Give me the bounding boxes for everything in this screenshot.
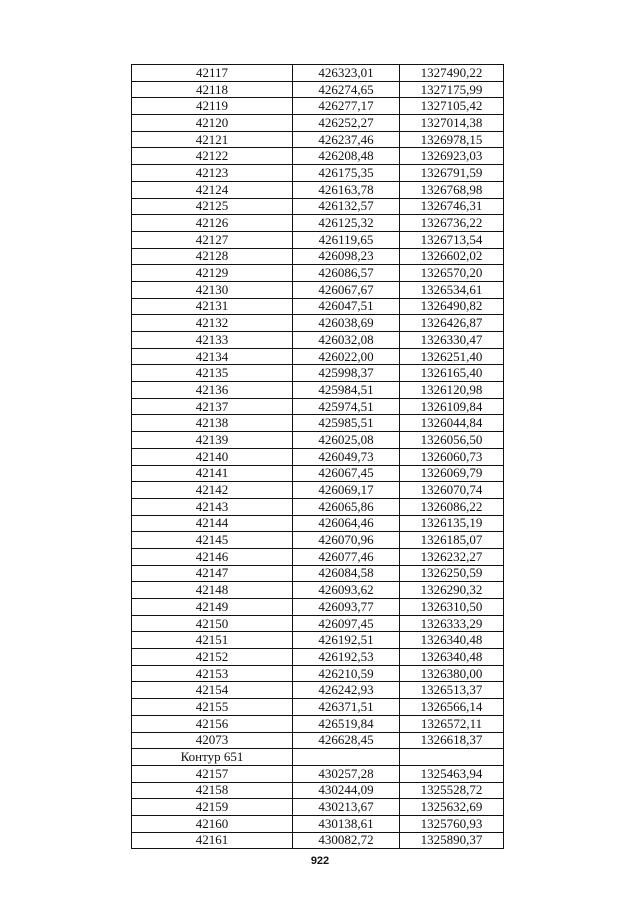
table-row	[132, 165, 504, 182]
y-coordinate-cell: 1325463,94	[400, 765, 504, 782]
table-row	[132, 782, 504, 799]
table-row	[132, 115, 504, 132]
coordinates-table	[131, 64, 504, 849]
y-coordinate-cell: 1326602,02	[400, 248, 504, 265]
y-coordinate-cell: 1327014,38	[400, 115, 504, 132]
y-coordinate-cell: 1326109,84	[400, 398, 504, 415]
point-id-cell: 42156	[132, 715, 293, 732]
table-row	[132, 832, 504, 849]
point-id-cell: 42153	[132, 665, 293, 682]
table-row	[132, 732, 504, 749]
table-row	[132, 615, 504, 632]
point-id-cell: 42119	[132, 98, 293, 115]
table-row	[132, 715, 504, 732]
x-coordinate-cell: 426032,08	[293, 332, 400, 349]
x-coordinate-cell: 426022,00	[293, 348, 400, 365]
y-coordinate-cell: 1325760,93	[400, 815, 504, 832]
point-id-cell: 42125	[132, 198, 293, 215]
x-coordinate-cell: 426084,58	[293, 565, 400, 582]
point-id-cell: 42154	[132, 682, 293, 699]
y-coordinate-cell: 1326044,84	[400, 415, 504, 432]
y-coordinate-cell: 1326251,40	[400, 348, 504, 365]
table-row	[132, 498, 504, 515]
y-coordinate-cell: 1326056,50	[400, 432, 504, 449]
y-coordinate-cell: 1326923,03	[400, 148, 504, 165]
table-row	[132, 181, 504, 198]
point-id-cell: 42152	[132, 649, 293, 666]
y-coordinate-cell: 1326330,47	[400, 332, 504, 349]
table-row	[132, 98, 504, 115]
y-coordinate-cell: 1326310,50	[400, 599, 504, 616]
table-row	[132, 298, 504, 315]
x-coordinate-cell: 426163,78	[293, 181, 400, 198]
x-coordinate-cell: 426098,23	[293, 248, 400, 265]
x-coordinate-cell: 426077,46	[293, 548, 400, 565]
table-row	[132, 398, 504, 415]
x-coordinate-cell: 426064,46	[293, 515, 400, 532]
x-coordinate-cell: 426069,17	[293, 482, 400, 499]
table-row	[132, 582, 504, 599]
y-coordinate-cell: 1326513,37	[400, 682, 504, 699]
table-row	[132, 532, 504, 549]
table-row	[132, 632, 504, 649]
coordinates-table-body	[132, 65, 504, 849]
x-coordinate-cell: 426067,67	[293, 281, 400, 298]
y-coordinate-cell: 1326250,59	[400, 565, 504, 582]
point-id-cell: 42155	[132, 699, 293, 716]
y-coordinate-cell: 1326070,74	[400, 482, 504, 499]
x-coordinate-cell: 426119,65	[293, 231, 400, 248]
point-id-cell: 42147	[132, 565, 293, 582]
point-id-cell: 42158	[132, 782, 293, 799]
point-id-cell: 42146	[132, 548, 293, 565]
table-row	[132, 432, 504, 449]
table-row	[132, 281, 504, 298]
table-row	[132, 248, 504, 265]
table-row	[132, 548, 504, 565]
point-id-cell: 42134	[132, 348, 293, 365]
y-coordinate-cell: 1326746,31	[400, 198, 504, 215]
table-row	[132, 315, 504, 332]
x-coordinate-cell: 426242,93	[293, 682, 400, 699]
x-coordinate-cell: 426065,86	[293, 498, 400, 515]
table-row	[132, 699, 504, 716]
table-row	[132, 749, 504, 766]
x-coordinate-cell: 426519,84	[293, 715, 400, 732]
point-id-cell: 42150	[132, 615, 293, 632]
point-id-cell: 42148	[132, 582, 293, 599]
x-coordinate-cell: 426038,69	[293, 315, 400, 332]
table-row	[132, 565, 504, 582]
x-coordinate-cell: 426277,17	[293, 98, 400, 115]
point-id-cell: 42161	[132, 832, 293, 849]
table-row	[132, 682, 504, 699]
table-row	[132, 665, 504, 682]
x-coordinate-cell: 430257,28	[293, 765, 400, 782]
point-id-cell: 42142	[132, 482, 293, 499]
point-id-cell: 42132	[132, 315, 293, 332]
x-coordinate-cell	[293, 749, 400, 766]
y-coordinate-cell: 1326490,82	[400, 298, 504, 315]
x-coordinate-cell: 426208,48	[293, 148, 400, 165]
y-coordinate-cell: 1326135,19	[400, 515, 504, 532]
y-coordinate-cell: 1326566,14	[400, 699, 504, 716]
x-coordinate-cell: 426132,57	[293, 198, 400, 215]
y-coordinate-cell: 1326978,15	[400, 131, 504, 148]
table-row	[132, 382, 504, 399]
y-coordinate-cell: 1326570,20	[400, 265, 504, 282]
table-row	[132, 599, 504, 616]
point-id-cell: 42073	[132, 732, 293, 749]
point-id-cell: 42126	[132, 215, 293, 232]
point-id-cell: 42140	[132, 448, 293, 465]
table-row	[132, 415, 504, 432]
x-coordinate-cell: 426067,45	[293, 465, 400, 482]
point-id-cell: 42141	[132, 465, 293, 482]
x-coordinate-cell: 430244,09	[293, 782, 400, 799]
y-coordinate-cell: 1326165,40	[400, 365, 504, 382]
table-row	[132, 131, 504, 148]
y-coordinate-cell: 1325632,69	[400, 799, 504, 816]
x-coordinate-cell: 426049,73	[293, 448, 400, 465]
table-row	[132, 465, 504, 482]
y-coordinate-cell: 1326426,87	[400, 315, 504, 332]
point-id-cell: 42133	[132, 332, 293, 349]
x-coordinate-cell: 426093,77	[293, 599, 400, 616]
table-row	[132, 515, 504, 532]
x-coordinate-cell: 430082,72	[293, 832, 400, 849]
table-row	[132, 448, 504, 465]
point-id-cell: 42123	[132, 165, 293, 182]
table-row	[132, 799, 504, 816]
y-coordinate-cell: 1326768,98	[400, 181, 504, 198]
y-coordinate-cell: 1326060,73	[400, 448, 504, 465]
point-id-cell: 42160	[132, 815, 293, 832]
y-coordinate-cell: 1327175,99	[400, 81, 504, 98]
point-id-cell: 42159	[132, 799, 293, 816]
point-id-cell: 42118	[132, 81, 293, 98]
table-row	[132, 148, 504, 165]
point-id-cell: 42124	[132, 181, 293, 198]
point-id-cell: 42128	[132, 248, 293, 265]
x-coordinate-cell: 425998,37	[293, 365, 400, 382]
x-coordinate-cell: 426086,57	[293, 265, 400, 282]
table-row	[132, 81, 504, 98]
table-row	[132, 815, 504, 832]
x-coordinate-cell: 430138,61	[293, 815, 400, 832]
x-coordinate-cell: 426175,35	[293, 165, 400, 182]
table-row	[132, 348, 504, 365]
x-coordinate-cell: 426252,27	[293, 115, 400, 132]
x-coordinate-cell: 426192,51	[293, 632, 400, 649]
point-id-cell: Контур 651	[132, 749, 293, 766]
y-coordinate-cell: 1326069,79	[400, 465, 504, 482]
x-coordinate-cell: 425985,51	[293, 415, 400, 432]
y-coordinate-cell: 1326185,07	[400, 532, 504, 549]
y-coordinate-cell: 1325528,72	[400, 782, 504, 799]
table-row	[132, 332, 504, 349]
x-coordinate-cell: 426323,01	[293, 65, 400, 82]
x-coordinate-cell: 426025,08	[293, 432, 400, 449]
x-coordinate-cell: 426070,96	[293, 532, 400, 549]
y-coordinate-cell: 1326290,32	[400, 582, 504, 599]
point-id-cell: 42130	[132, 281, 293, 298]
point-id-cell: 42138	[132, 415, 293, 432]
y-coordinate-cell: 1326791,59	[400, 165, 504, 182]
x-coordinate-cell: 426237,46	[293, 131, 400, 148]
y-coordinate-cell: 1326232,27	[400, 548, 504, 565]
x-coordinate-cell: 426274,65	[293, 81, 400, 98]
y-coordinate-cell: 1326086,22	[400, 498, 504, 515]
table-row	[132, 765, 504, 782]
table-row	[132, 198, 504, 215]
point-id-cell: 42144	[132, 515, 293, 532]
y-coordinate-cell: 1326572,11	[400, 715, 504, 732]
point-id-cell: 42131	[132, 298, 293, 315]
y-coordinate-cell: 1326340,48	[400, 632, 504, 649]
y-coordinate-cell: 1326380,00	[400, 665, 504, 682]
point-id-cell: 42135	[132, 365, 293, 382]
x-coordinate-cell: 426125,32	[293, 215, 400, 232]
y-coordinate-cell: 1326534,61	[400, 281, 504, 298]
table-row	[132, 265, 504, 282]
table-row	[132, 215, 504, 232]
x-coordinate-cell: 425974,51	[293, 398, 400, 415]
x-coordinate-cell: 426093,62	[293, 582, 400, 599]
table-row	[132, 365, 504, 382]
y-coordinate-cell: 1327105,42	[400, 98, 504, 115]
table-row	[132, 482, 504, 499]
point-id-cell: 42143	[132, 498, 293, 515]
table-row	[132, 649, 504, 666]
point-id-cell: 42145	[132, 532, 293, 549]
y-coordinate-cell: 1326120,98	[400, 382, 504, 399]
x-coordinate-cell: 426371,51	[293, 699, 400, 716]
x-coordinate-cell: 426047,51	[293, 298, 400, 315]
y-coordinate-cell: 1326333,29	[400, 615, 504, 632]
y-coordinate-cell: 1326340,48	[400, 649, 504, 666]
y-coordinate-cell: 1326736,22	[400, 215, 504, 232]
y-coordinate-cell: 1326713,54	[400, 231, 504, 248]
point-id-cell: 42139	[132, 432, 293, 449]
y-coordinate-cell	[400, 749, 504, 766]
point-id-cell: 42121	[132, 131, 293, 148]
x-coordinate-cell: 430213,67	[293, 799, 400, 816]
point-id-cell: 42122	[132, 148, 293, 165]
point-id-cell: 42136	[132, 382, 293, 399]
point-id-cell: 42120	[132, 115, 293, 132]
table-row	[132, 231, 504, 248]
point-id-cell: 42127	[132, 231, 293, 248]
point-id-cell: 42149	[132, 599, 293, 616]
point-id-cell: 42151	[132, 632, 293, 649]
x-coordinate-cell: 426210,59	[293, 665, 400, 682]
x-coordinate-cell: 425984,51	[293, 382, 400, 399]
point-id-cell: 42129	[132, 265, 293, 282]
point-id-cell: 42157	[132, 765, 293, 782]
y-coordinate-cell: 1326618,37	[400, 732, 504, 749]
y-coordinate-cell: 1325890,37	[400, 832, 504, 849]
point-id-cell: 42117	[132, 65, 293, 82]
table-row	[132, 65, 504, 82]
x-coordinate-cell: 426628,45	[293, 732, 400, 749]
y-coordinate-cell: 1327490,22	[400, 65, 504, 82]
point-id-cell: 42137	[132, 398, 293, 415]
x-coordinate-cell: 426192,53	[293, 649, 400, 666]
page-number: 922	[310, 855, 330, 867]
x-coordinate-cell: 426097,45	[293, 615, 400, 632]
